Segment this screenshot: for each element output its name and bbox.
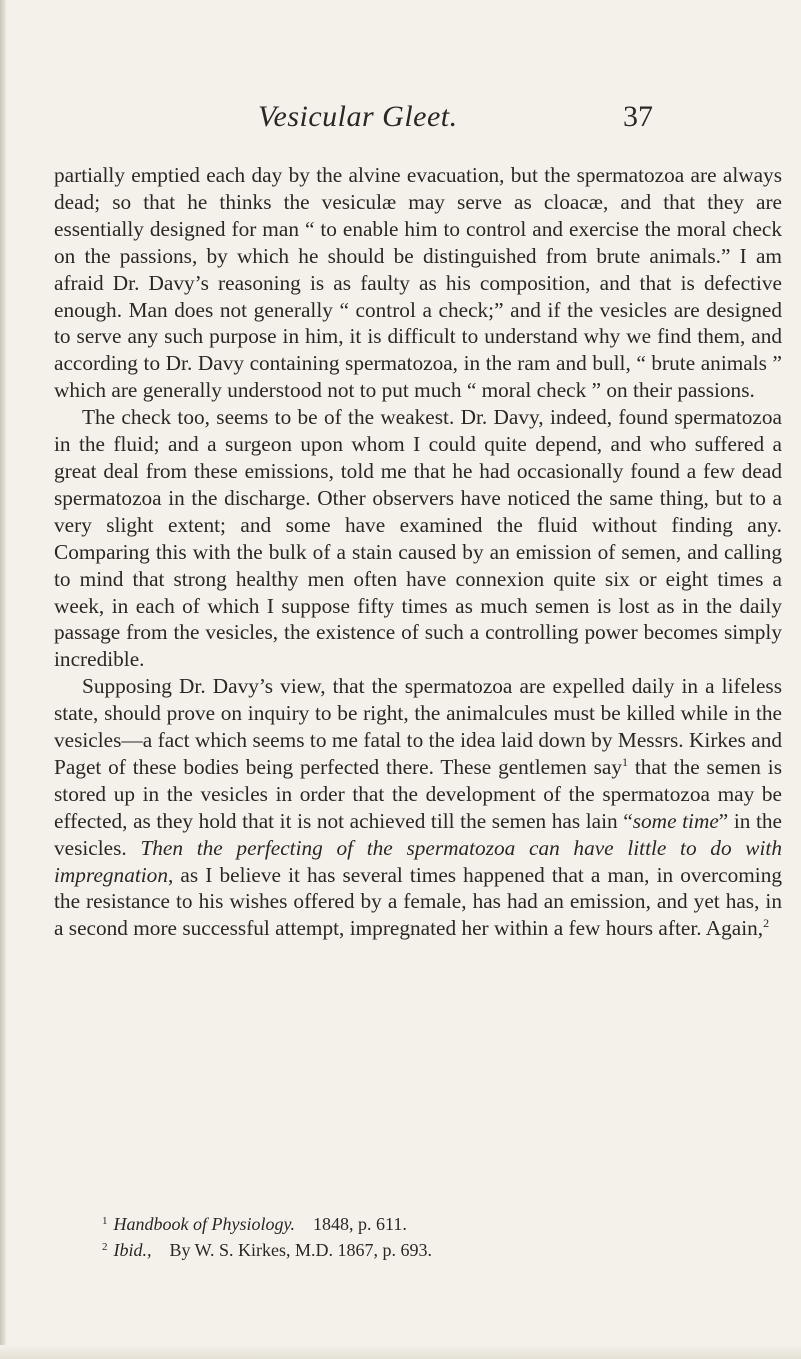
footnote-mark: 2 bbox=[102, 1241, 108, 1253]
footnote-reference: 2 bbox=[763, 916, 770, 931]
text-segment: The check too, seems to be of the weakest. Dr. Davy, indeed, found spermatozoa in the fluid; and a surgeon upon whom I could quite depend, and who suffered a great deal from these emissions, told me that he had occasionally found a few dead spermatozoa in the discharge. Other observers have noticed the same thing, but to a very slight extent; and some have examined the fluid without finding any. Comparing this with the bulk of a stain caused by an emission of semen, and calling to mind that strong healthy men often have connexion quite six or eight times a week, in each of which I suppose fifty times as much semen is lost as in the daily passage from the vesicles, the existence of such a controlling power becomes simply incredible. bbox=[54, 405, 782, 672]
footnote-reference: 1 bbox=[622, 754, 629, 769]
text-segment: , as I believe it has several times happened that a man, in overcoming the resistance to his wishes offered by a female, has had an emission, and yet has, in a second more successful attempt, impregnated her within a few hours after. Again, bbox=[54, 862, 782, 941]
italic-text: some time bbox=[632, 808, 719, 833]
footnotes bbox=[102, 1210, 782, 1262]
page-bottom-edge bbox=[0, 1345, 801, 1359]
body-text bbox=[54, 162, 782, 942]
text-segment: ” in the vesicles. bbox=[54, 808, 782, 860]
footnote-source: Handbook of Physiology. bbox=[113, 1214, 295, 1234]
italic-text: Then the perfecting of the spermatozoa can have little to do with impregnation bbox=[54, 835, 782, 887]
footnote bbox=[102, 1236, 782, 1262]
footnote-detail: 1848, p. 611. bbox=[312, 1214, 407, 1234]
paragraph bbox=[54, 162, 782, 404]
page-edge bbox=[0, 0, 6, 1359]
footnote-detail: By W. S. Kirkes, M.D. 1867, p. 693. bbox=[169, 1240, 433, 1260]
running-head: Vesicular Gleet. bbox=[258, 100, 458, 133]
footnote-source: Ibid., bbox=[113, 1240, 152, 1260]
footnote-mark: 1 bbox=[102, 1215, 108, 1227]
paragraph bbox=[54, 673, 782, 942]
page-number: 37 bbox=[623, 100, 653, 133]
paragraph bbox=[54, 404, 782, 673]
text-segment: Supposing Dr. Davy’s view, that the spermatozoa are expelled daily in a lifeless state, should prove on inquiry to be right, the animalcules must be killed while in the vesicles—a fact which seems to me fatal to the idea laid down by Messrs. Kirkes and Paget of these bodies being perfected there. These gentlemen say bbox=[54, 674, 782, 779]
footnote bbox=[102, 1210, 782, 1236]
text-segment: partially emptied each day by the alvine evacuation, but the spermatozoa are always dead; so that he thinks the vesiculæ may serve as cloacæ, and that they are essentially designed for man “ to enable him to control and exercise the moral check on the passions, by which he should be distinguished from brute animals.” I am afraid Dr. Davy’s reasoning is as faulty as his composition, and that is defective enough. Man does not generally “ control a check;” and if the vesicles are designed to serve any such purpose in him, it is difficult to understand why we find them, and according to Dr. Davy containing spermatozoa, in the ram and bull, “ brute animals ” which are generally understood not to put much “ moral check ” on their passions. bbox=[54, 163, 782, 403]
page-header bbox=[258, 100, 653, 150]
text-segment: that the semen is stored up in the vesicles in order that the development of the spermatozoa may be effected, as they hold that it is not achieved till the semen has lain “ bbox=[54, 754, 782, 833]
